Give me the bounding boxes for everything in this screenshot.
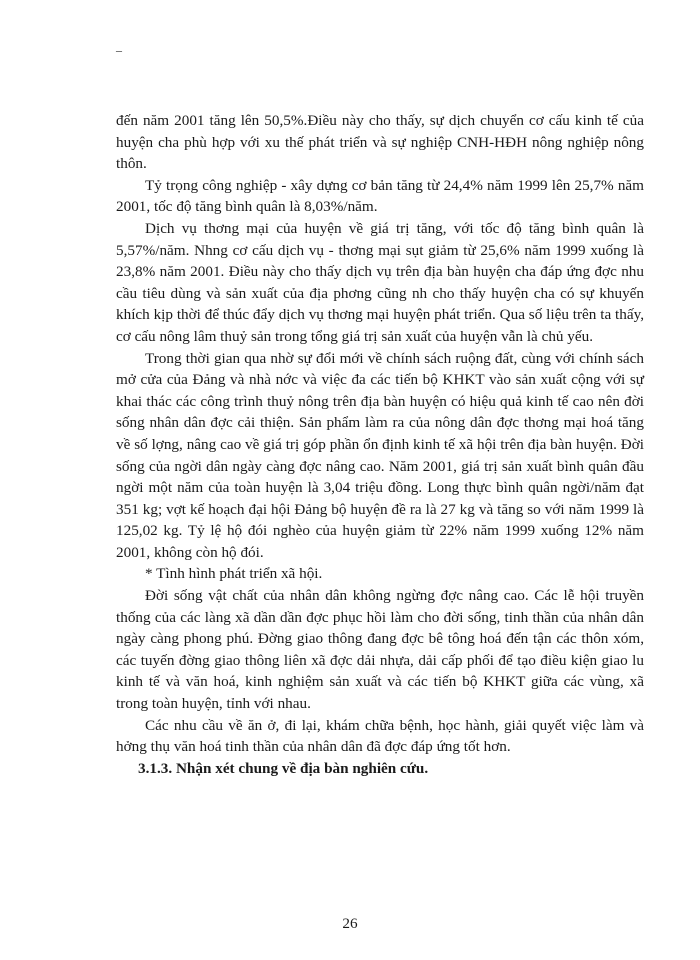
paragraph-material-life: Đời sống vật chất của nhân dân không ngừng đợc nâng cao. Các lễ hội truyền thống của các làng xã dần dần đợc phục hồi làm cho đời sống, tinh thần của nhân dân ngày càng phong phú. Đờng giao thông đang đợc bê tông hoá đến tận các thôn xóm, các tuyến đờng giao thông liên xã đợc dải nhựa, dải cấp phối để tạo điều kiện giao lu kinh tế và văn hoá, kinh nghiệm sản xuất và các tiến bộ KHKT giữa các vùng, xã trong toàn huyện, tỉnh với nhau. [116, 587, 644, 713]
corner-mark: – [116, 43, 122, 57]
paragraph-living-standards: Trong thời gian qua nhờ sự đổi mới về chính sách ruộng đất, cùng với chính sách mở cửa của Đảng và nhà nớc và việc đa các tiến bộ KHKT vào sản xuất cộng với sự khai thác các công trình thuỷ nông trên địa bàn huyện có hiệu quả kinh tế cao nên đời sống nhân dân đợc cải thiện. Sản phẩm làm ra của nông dân đợc thơng mại hoá tăng về số lợng, nâng cao về giá trị góp phần ổn định kinh tế xã hội trên địa bàn huyện. Đời sống của ngời dân ngày càng đợc nâng cao. Năm 2001, giá trị sản xuất bình quân đầu ngời một năm của toàn huyện là 3,04 triệu đồng. Long thực bình quân ngời/năm đạt 351 kg; vợt kế hoạch đại hội Đảng bộ huyện đề ra là 27 kg và tăng so với năm 1999 là 125,02 kg. Tỷ lệ hộ đói nghèo của huyện giảm từ 22% năm 1999 xuống 12% năm 2001, không còn hộ đói. [116, 349, 644, 561]
paragraph-basic-needs: Các nhu cầu về ăn ở, đi lại, khám chữa bệnh, học hành, giải quyết việc làm và hởng thụ văn hoá tinh thần của nhân dân đã đợc đáp ứng tốt hơn. [116, 716, 644, 756]
paragraph-industry-share: Tỷ trọng công nghiệp - xây dựng cơ bản tăng từ 24,4% năm 1999 lên 25,7% năm 2001, tốc độ tăng bình quân là 8,03%/năm. [116, 176, 644, 216]
subheading-social-development: * Tình hình phát triển xã hội. [145, 565, 323, 583]
paragraph-structure-shift: đến năm 2001 tăng lên 50,5%.Điều này cho thấy, sự dịch chuyển cơ cấu kinh tế của huyện cha phù hợp với xu thế phát triển và sự nghiệp CNH-HĐH nông nghiệp nông thôn. [116, 112, 644, 173]
document-body [116, 110, 644, 779]
paragraph-services-trade: Dịch vụ thơng mại của huyện về giá trị tăng, với tốc độ tăng bình quân là 5,57%/năm. Nhng cơ cấu dịch vụ - thơng mại sụt giảm từ 25,6% năm 1999 xuống là 23,8% năm 2001. Điều này cho thấy dịch vụ trên địa bàn huyện cha đáp ứng đợc nhu cầu tiêu dùng và sản xuất của địa phơng cũng nh cho thấy huyện cha có sự khuyến khích kịp thời để thúc đẩy dịch vụ thơng mại huyện phát triển. Qua số liệu trên ta thấy, cơ cấu nông lâm thuỷ sản trong tổng giá trị sản xuất của huyện vẫn là chủ yếu. [116, 219, 644, 345]
section-heading-3-1-3: 3.1.3. Nhận xét chung về địa bàn nghiên cứu. [138, 759, 429, 777]
page-number: 26 [342, 915, 358, 932]
